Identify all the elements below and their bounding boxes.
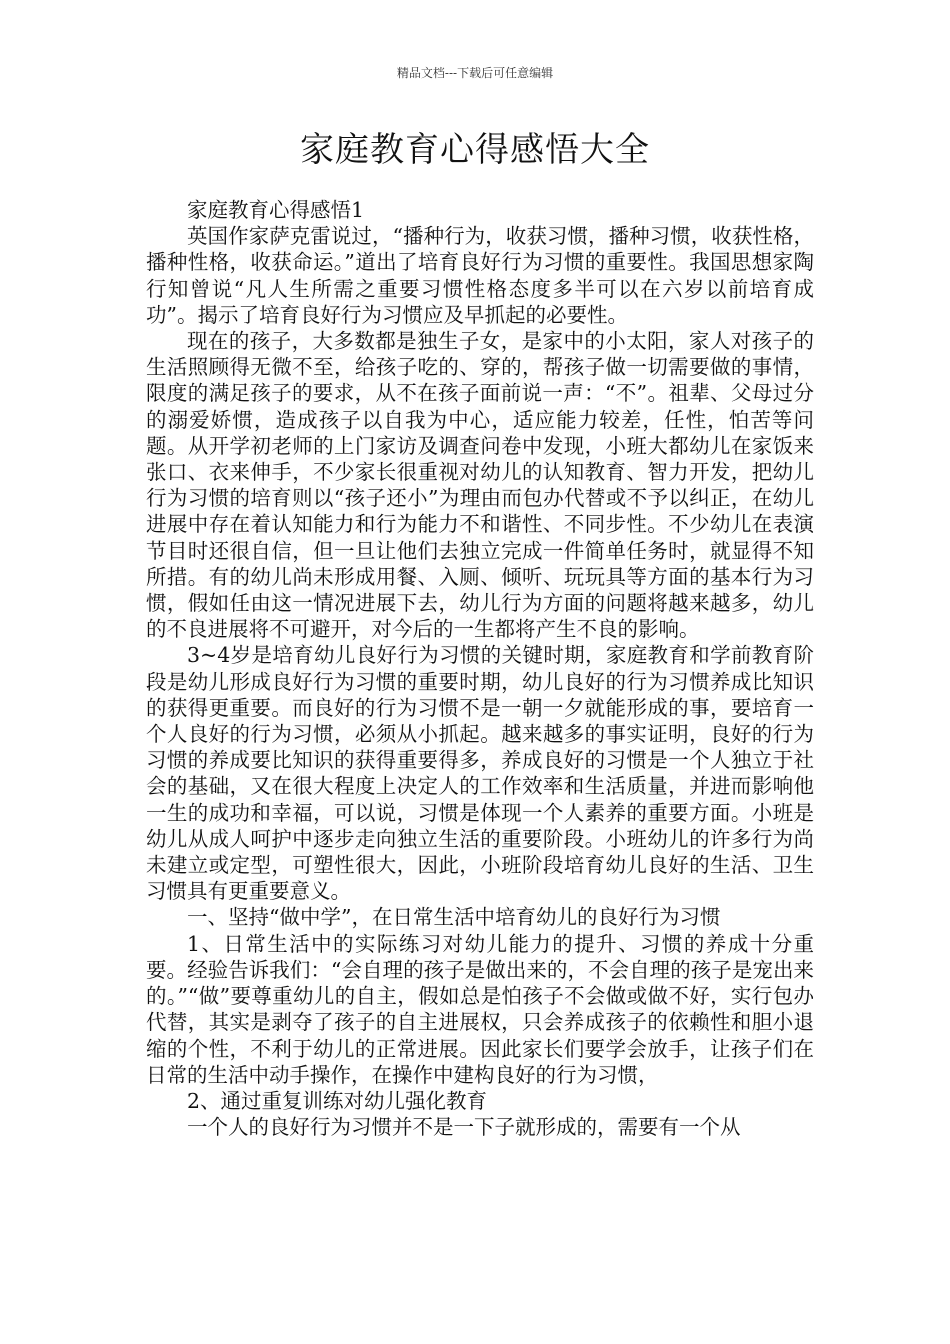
document-title: 家庭教育心得感悟大全 [300,130,650,170]
paragraph: 3~4岁是培育幼儿良好行为习惯的关键时期，家庭教育和学前教育阶段是幼儿形成良好行为习惯的重要时期，幼儿良好的行为习惯养成比知识的获得更重要。而良好的行为习惯不是一朝一夕就能形成的事，要培育一个人良好的行为习惯，必须从小抓起。越来越多的事实证明，良好的行为习惯的养成要比知识的获得重要得多，养成良好的习惯是一个人独立于社会的基础，又在很大程度上决定人的工作效率和生活质量，并进而影响他一生的成功和幸福，可以说，习惯是体现一个人素养的重要方面。小班是幼儿从成人呵护中逐步走向独立生活的重要阶段。小班幼儿的许多行为尚未建立或定型，可塑性很大，因此，小班阶段培育幼儿良好的生活、卫生习惯具有更重要意义。 [146,643,814,904]
subheading: 2、通过重复训练对幼儿强化教育 [187,1088,488,1113]
paragraph: 英国作家萨克雷说过，“播种行为，收获习惯，播种习惯，收获性格，播种性格，收获命运。”道出了培育良好行为习惯的重要性。我国思想家陶行知曾说“凡人生所需之重要习惯性格态度多半可以在六岁以前培育成功”。揭示了培育良好行为习惯应及早抓起的必要性。 [146,224,814,327]
document-body [146,197,814,1140]
subheading: 一、坚持“做中学”，在日常生活中培育幼儿的良好行为习惯 [187,905,721,930]
page-header: 精品文档---下载后可任意编辑 [396,66,554,80]
paragraph: 现在的孩子，大多数都是独生子女，是家中的小太阳，家人对孩子的生活照顾得无微不至，给孩子吃的、穿的，帮孩子做一切需要做的事情，限度的满足孩子的要求，从不在孩子面前说一声：“不”。祖辈、父母过分的溺爱娇惯，造成孩子以自我为中心，适应能力较差，任性，怕苦等问题。从开学初老师的上门家访及调查问卷中发现，小班大都幼儿在家饭来张口、衣来伸手，不少家长很重视对幼儿的认知教育、智力开发，把幼儿行为习惯的培育则以“孩子还小”为理由而包办代替或不予以纠正，在幼儿进展中存在着认知能力和行为能力不和谐性、不同步性。不少幼儿在表演节目时还很自信，但一旦让他们去独立完成一件简单任务时，就显得不知所措。有的幼儿尚未形成用餐、入厕、倾听、玩玩具等方面的基本行为习惯，假如任由这一情况进展下去，幼儿行为方面的问题将越来越多，幼儿的不良进展将不可避开，对今后的一生都将产生不良的影响。 [146,329,814,642]
section-heading: 家庭教育心得感悟1 [187,198,365,222]
paragraph: 一个人的良好行为习惯并不是一下子就形成的，需要有一个从 [187,1115,741,1140]
paragraph: 1、日常生活中的实际练习对幼儿能力的提升、习惯的养成十分重要。经验告诉我们：“会自理的孩子是做出来的，不会自理的孩子是宠出来的。”“做”要尊重幼儿的自主，假如总是怕孩子不会做或做不好，实行包办代替，其实是剥夺了孩子的自主进展权，只会养成孩子的依赖性和胆小退缩的个性，不利于幼儿的正常进展。因此家长们要学会放手，让孩子们在日常的生活中动手操作，在操作中建构良好的行为习惯， [146,931,814,1087]
